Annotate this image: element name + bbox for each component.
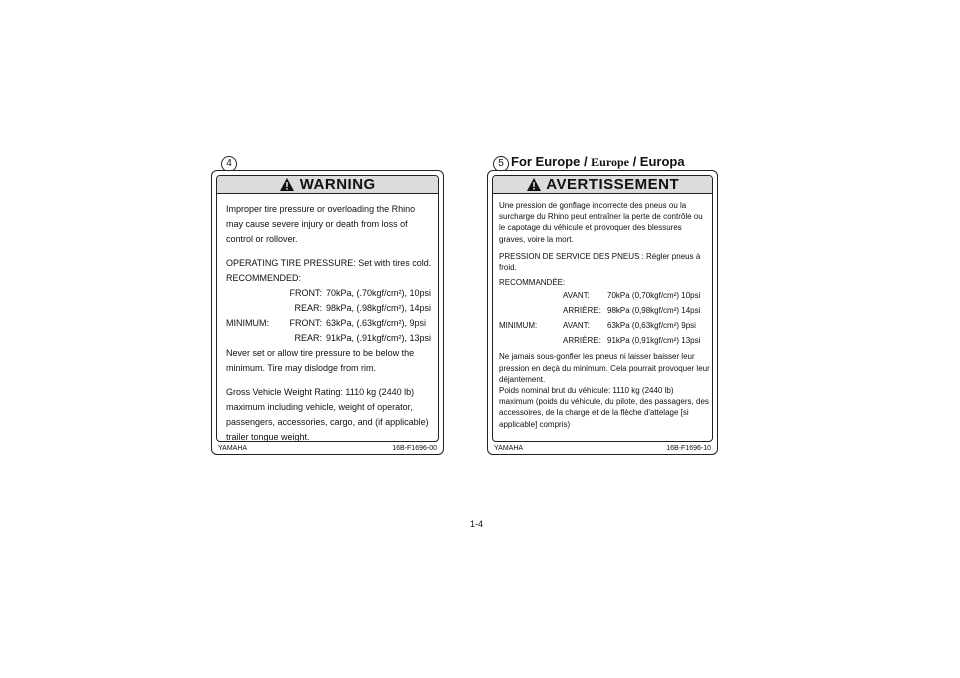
warning-triangle-icon [279,177,295,192]
section-number-5: 5 [493,156,509,172]
avert-paragraph-4: Poids nominal brut du véhicule: 1110 kg (2440 lb) maximum (poids du véhicule, du pilote, des passagers, des accessoires, de la charge et de la flèche d'attelage [si applicable] compris) [499,386,709,429]
avert-paragraph-3: Ne jamais sous-gonfler les pneus ni laisser baisser leur pression en deçà du minimum. Cela pourrait provoquer leur déjantement. [499,352,710,384]
brand-name: YAMAHA [494,445,524,452]
label-footer [494,443,711,454]
gvwr-text: Gross Vehicle Weight Rating: 1110 kg (2440 lb) maximum including vehicle, weight of operator, passengers, accessories, cargo, and (if applicable) trailer tongue weight. [226,387,429,442]
pressure-row: REAR: 98kPa, (.98kgf/cm²), 14psi [294,303,432,313]
page-number: 1-4 [470,519,484,529]
never-text: Never set or allow tire pressure to be below the minimum. Tire may dislodge from rim. [226,348,415,373]
avert-paragraph-2: PRESSION DE SERVICE DES PNEUS : Régler pneus à froid. [499,251,701,273]
avertissement-header [493,176,712,194]
warning-triangle-icon [526,177,542,192]
warning-paragraph-1: Improper tire pressure or overloading the Rhino may cause severe injury or death from loss of control or rollover. [226,204,416,244]
warning-header [217,176,438,194]
avertissement-title: AVERTISSEMENT [546,176,680,193]
pressure-row: MINIMUM: AVANT: 63kPa (0,63kgf/cm²) 9psi [499,321,696,331]
avertissement-label-frame [492,175,713,442]
pressure-row: FRONT: 70kPa, (.70kgf/cm²), 10psi [289,288,432,298]
pressure-row: AVANT: 70kPa (0,70kgf/cm²) 10psi [563,291,701,301]
part-number: 16B-F1696-00 [392,445,437,452]
pressure-row: ARRIÈRE: 98kPa (0,98kgf/cm²) 14psi [563,306,701,316]
warning-label-frame [216,175,439,442]
avertissement-label [487,170,718,455]
pressure-row: ARRIÈRE: 91kPa (0,91kgf/cm²) 13psi [563,336,701,346]
recommended-label: RECOMMENDED: [226,273,302,283]
pressure-row: REAR: 91kPa, (.91kgf/cm²), 13psi [294,333,432,343]
avertissement-body [499,200,710,430]
warning-label [211,170,444,455]
label-footer [218,443,437,454]
warning-body [226,202,434,445]
pressure-row: MINIMUM: FRONT: 63kPa, (.63kgf/cm²), 9psi [226,318,427,328]
operating-pressure-text: OPERATING TIRE PRESSURE: Set with tires cold. [226,258,432,268]
section-number-4: 4 [221,156,237,172]
part-number: 16B-F1696-10 [666,445,711,452]
warning-title: WARNING [299,176,376,193]
section-heading: For Europe / Europe / Europa [511,154,685,169]
recommandee-label: RECOMMANDÉE: [499,278,566,288]
avert-paragraph-1: Une pression de gonflage incorrecte des pneus ou la surcharge du Rhino peut entraîner la perte de contrôle ou le capotage du véhicule et provoquer des blessures graves, voire la mort. [499,201,703,244]
brand-name: YAMAHA [218,445,248,452]
